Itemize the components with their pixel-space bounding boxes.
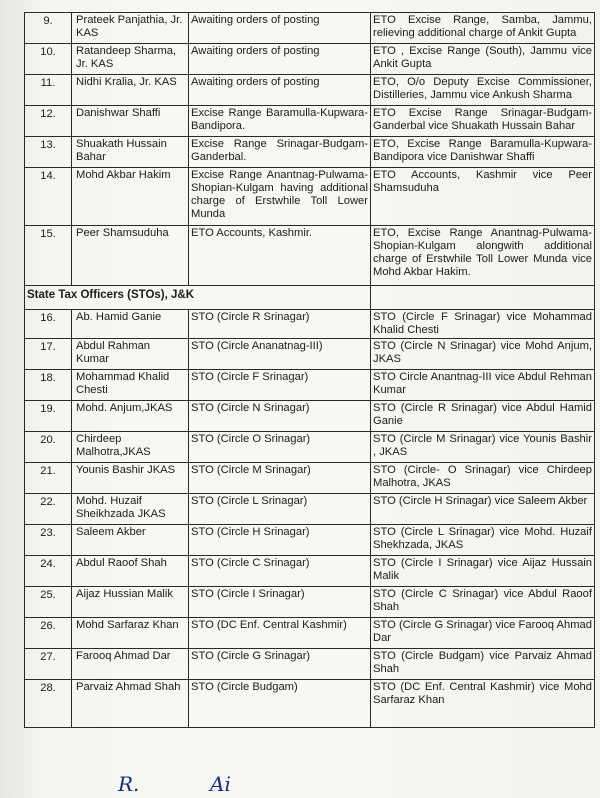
- present-posting-cell: STO (Circle F Srinagar): [189, 370, 371, 401]
- new-posting-cell: ETO, Excise Range Anantnag-Pulwama-Shopian-Kulgam alongwith additional charge of Erstwhile Toll Lower Munda vice Mohd Akbar Hakim.: [371, 226, 595, 286]
- present-posting-cell: STO (Circle Budgam): [189, 680, 371, 728]
- serial-number-cell: 18.: [25, 370, 72, 401]
- officer-name-cell: Abdul Rahman Kumar: [72, 339, 189, 370]
- serial-number-cell: 16.: [25, 310, 72, 339]
- table-row: [25, 168, 595, 226]
- table-row: [25, 13, 595, 44]
- present-posting-cell: STO (Circle R Srinagar): [189, 310, 371, 339]
- new-posting-cell: STO (Circle Budgam) vice Parvaiz Ahmad Shah: [371, 649, 595, 680]
- present-posting-cell: Awaiting orders of posting: [189, 13, 371, 44]
- officer-name-cell: Ratandeep Sharma, Jr. KAS: [72, 44, 189, 75]
- present-posting-cell: Excise Range Baramulla-Kupwara-Bandipora.: [189, 106, 371, 137]
- officer-name-cell: Chirdeep Malhotra,JKAS: [72, 432, 189, 463]
- serial-number-cell: 11.: [25, 75, 72, 106]
- table-row: [25, 310, 595, 339]
- present-posting-cell: STO (Circle C Srinagar): [189, 556, 371, 587]
- new-posting-cell: ETO, O/o Deputy Excise Commissioner, Distilleries, Jammu vice Ankush Sharma: [371, 75, 595, 106]
- officer-name-cell: Parvaiz Ahmad Shah: [72, 680, 189, 728]
- new-posting-cell: ETO, Excise Range Baramulla-Kupwara-Bandipora vice Danishwar Shaffi: [371, 137, 595, 168]
- officer-name-cell: Mohd. Anjum,JKAS: [72, 401, 189, 432]
- present-posting-cell: Awaiting orders of posting: [189, 44, 371, 75]
- signature-mark: Ai: [210, 772, 231, 796]
- table-row: [25, 680, 595, 728]
- serial-number-cell: 9.: [25, 13, 72, 44]
- officer-name-cell: Mohammad Khalid Chesti: [72, 370, 189, 401]
- table-row: [25, 44, 595, 75]
- new-posting-cell: STO (Circle C Srinagar) vice Abdul Raoof Shah: [371, 587, 595, 618]
- officer-name-cell: Nidhi Kralia, Jr. KAS: [72, 75, 189, 106]
- officer-name-cell: Farooq Ahmad Dar: [72, 649, 189, 680]
- officer-name-cell: Younis Bashir JKAS: [72, 463, 189, 494]
- table-row: [25, 432, 595, 463]
- present-posting-cell: STO (Circle G Srinagar): [189, 649, 371, 680]
- serial-number-cell: 22.: [25, 494, 72, 525]
- present-posting-cell: STO (Circle L Srinagar): [189, 494, 371, 525]
- table-row: [25, 463, 595, 494]
- table-row: [25, 106, 595, 137]
- table-row: [25, 226, 595, 286]
- new-posting-cell: STO (Circle I Srinagar) vice Aijaz Hussain Malik: [371, 556, 595, 587]
- present-posting-cell: STO (DC Enf. Central Kashmir): [189, 618, 371, 649]
- serial-number-cell: 24.: [25, 556, 72, 587]
- serial-number-cell: 10.: [25, 44, 72, 75]
- officer-name-cell: Prateek Panjathia, Jr. KAS: [72, 13, 189, 44]
- serial-number-cell: 13.: [25, 137, 72, 168]
- serial-number-cell: 28.: [25, 680, 72, 728]
- new-posting-cell: STO (Circle H Srinagar) vice Saleem Akber: [371, 494, 595, 525]
- serial-number-cell: 15.: [25, 226, 72, 286]
- table-row: [25, 494, 595, 525]
- table-row: [25, 587, 595, 618]
- officer-name-cell: Mohd Sarfaraz Khan: [72, 618, 189, 649]
- new-posting-cell: STO (Circle- O Srinagar) vice Chirdeep Malhotra, JKAS: [371, 463, 595, 494]
- new-posting-cell: ETO Excise Range Srinagar-Budgam-Ganderbal vice Shuakath Hussain Bahar: [371, 106, 595, 137]
- officer-name-cell: Shuakath Hussain Bahar: [72, 137, 189, 168]
- table-row: [25, 401, 595, 432]
- officer-name-cell: Aijaz Hussian Malik: [72, 587, 189, 618]
- serial-number-cell: 14.: [25, 168, 72, 226]
- section-heading: State Tax Officers (STOs), J&K: [25, 286, 371, 310]
- present-posting-cell: STO (Circle I Srinagar): [189, 587, 371, 618]
- table-row: [25, 75, 595, 106]
- present-posting-cell: STO (Circle N Srinagar): [189, 401, 371, 432]
- section-heading-row: [25, 286, 595, 310]
- new-posting-cell: STO (DC Enf. Central Kashmir) vice Mohd Sarfaraz Khan: [371, 680, 595, 728]
- table-row: [25, 618, 595, 649]
- new-posting-cell: STO (Circle L Srinagar) vice Mohd. Huzaif Shekhzada, JKAS: [371, 525, 595, 556]
- serial-number-cell: 12.: [25, 106, 72, 137]
- present-posting-cell: STO (Circle Ananatnag-III): [189, 339, 371, 370]
- serial-number-cell: 19.: [25, 401, 72, 432]
- new-posting-cell: STO (Circle M Srinagar) vice Younis Bashir , JKAS: [371, 432, 595, 463]
- officer-name-cell: Ab. Hamid Ganie: [72, 310, 189, 339]
- serial-number-cell: 23.: [25, 525, 72, 556]
- serial-number-cell: 21.: [25, 463, 72, 494]
- present-posting-cell: STO (Circle H Srinagar): [189, 525, 371, 556]
- section-heading-empty-cell: [371, 286, 595, 310]
- table-row: [25, 137, 595, 168]
- present-posting-cell: Excise Range Srinagar-Budgam-Ganderbal.: [189, 137, 371, 168]
- new-posting-cell: STO (Circle F Srinagar) vice Mohammad Khalid Chesti: [371, 310, 595, 339]
- new-posting-cell: ETO Accounts, Kashmir vice Peer Shamsuduha: [371, 168, 595, 226]
- new-posting-cell: STO (Circle N Srinagar) vice Mohd Anjum, JKAS: [371, 339, 595, 370]
- new-posting-cell: STO (Circle G Srinagar) vice Farooq Ahmad Dar: [371, 618, 595, 649]
- officer-name-cell: Abdul Raoof Shah: [72, 556, 189, 587]
- present-posting-cell: STO (Circle M Srinagar): [189, 463, 371, 494]
- officer-name-cell: Danishwar Shaffi: [72, 106, 189, 137]
- table-row: [25, 339, 595, 370]
- table-row: [25, 556, 595, 587]
- posting-table: [24, 12, 595, 728]
- serial-number-cell: 27.: [25, 649, 72, 680]
- present-posting-cell: Excise Range Anantnag-Pulwama-Shopian-Kulgam having additional charge of Erstwhile Toll Lower Munda: [189, 168, 371, 226]
- new-posting-cell: ETO , Excise Range (South), Jammu vice Ankit Gupta: [371, 44, 595, 75]
- serial-number-cell: 25.: [25, 587, 72, 618]
- officer-name-cell: Peer Shamsuduha: [72, 226, 189, 286]
- officer-name-cell: Mohd. Huzaif Sheikhzada JKAS: [72, 494, 189, 525]
- signature-mark: R.: [118, 772, 140, 796]
- present-posting-cell: ETO Accounts, Kashmir.: [189, 226, 371, 286]
- new-posting-cell: STO (Circle R Srinagar) vice Abdul Hamid Ganie: [371, 401, 595, 432]
- serial-number-cell: 17.: [25, 339, 72, 370]
- serial-number-cell: 20.: [25, 432, 72, 463]
- new-posting-cell: ETO Excise Range, Samba, Jammu, relieving additional charge of Ankit Gupta: [371, 13, 595, 44]
- new-posting-cell: STO Circle Anantnag-III vice Abdul Rehman Kumar: [371, 370, 595, 401]
- table-row: [25, 649, 595, 680]
- present-posting-cell: Awaiting orders of posting: [189, 75, 371, 106]
- posting-table-body: [25, 13, 595, 728]
- officer-name-cell: Saleem Akber: [72, 525, 189, 556]
- officer-name-cell: Mohd Akbar Hakim: [72, 168, 189, 226]
- present-posting-cell: STO (Circle O Srinagar): [189, 432, 371, 463]
- table-row: [25, 370, 595, 401]
- table-row: [25, 525, 595, 556]
- serial-number-cell: 26.: [25, 618, 72, 649]
